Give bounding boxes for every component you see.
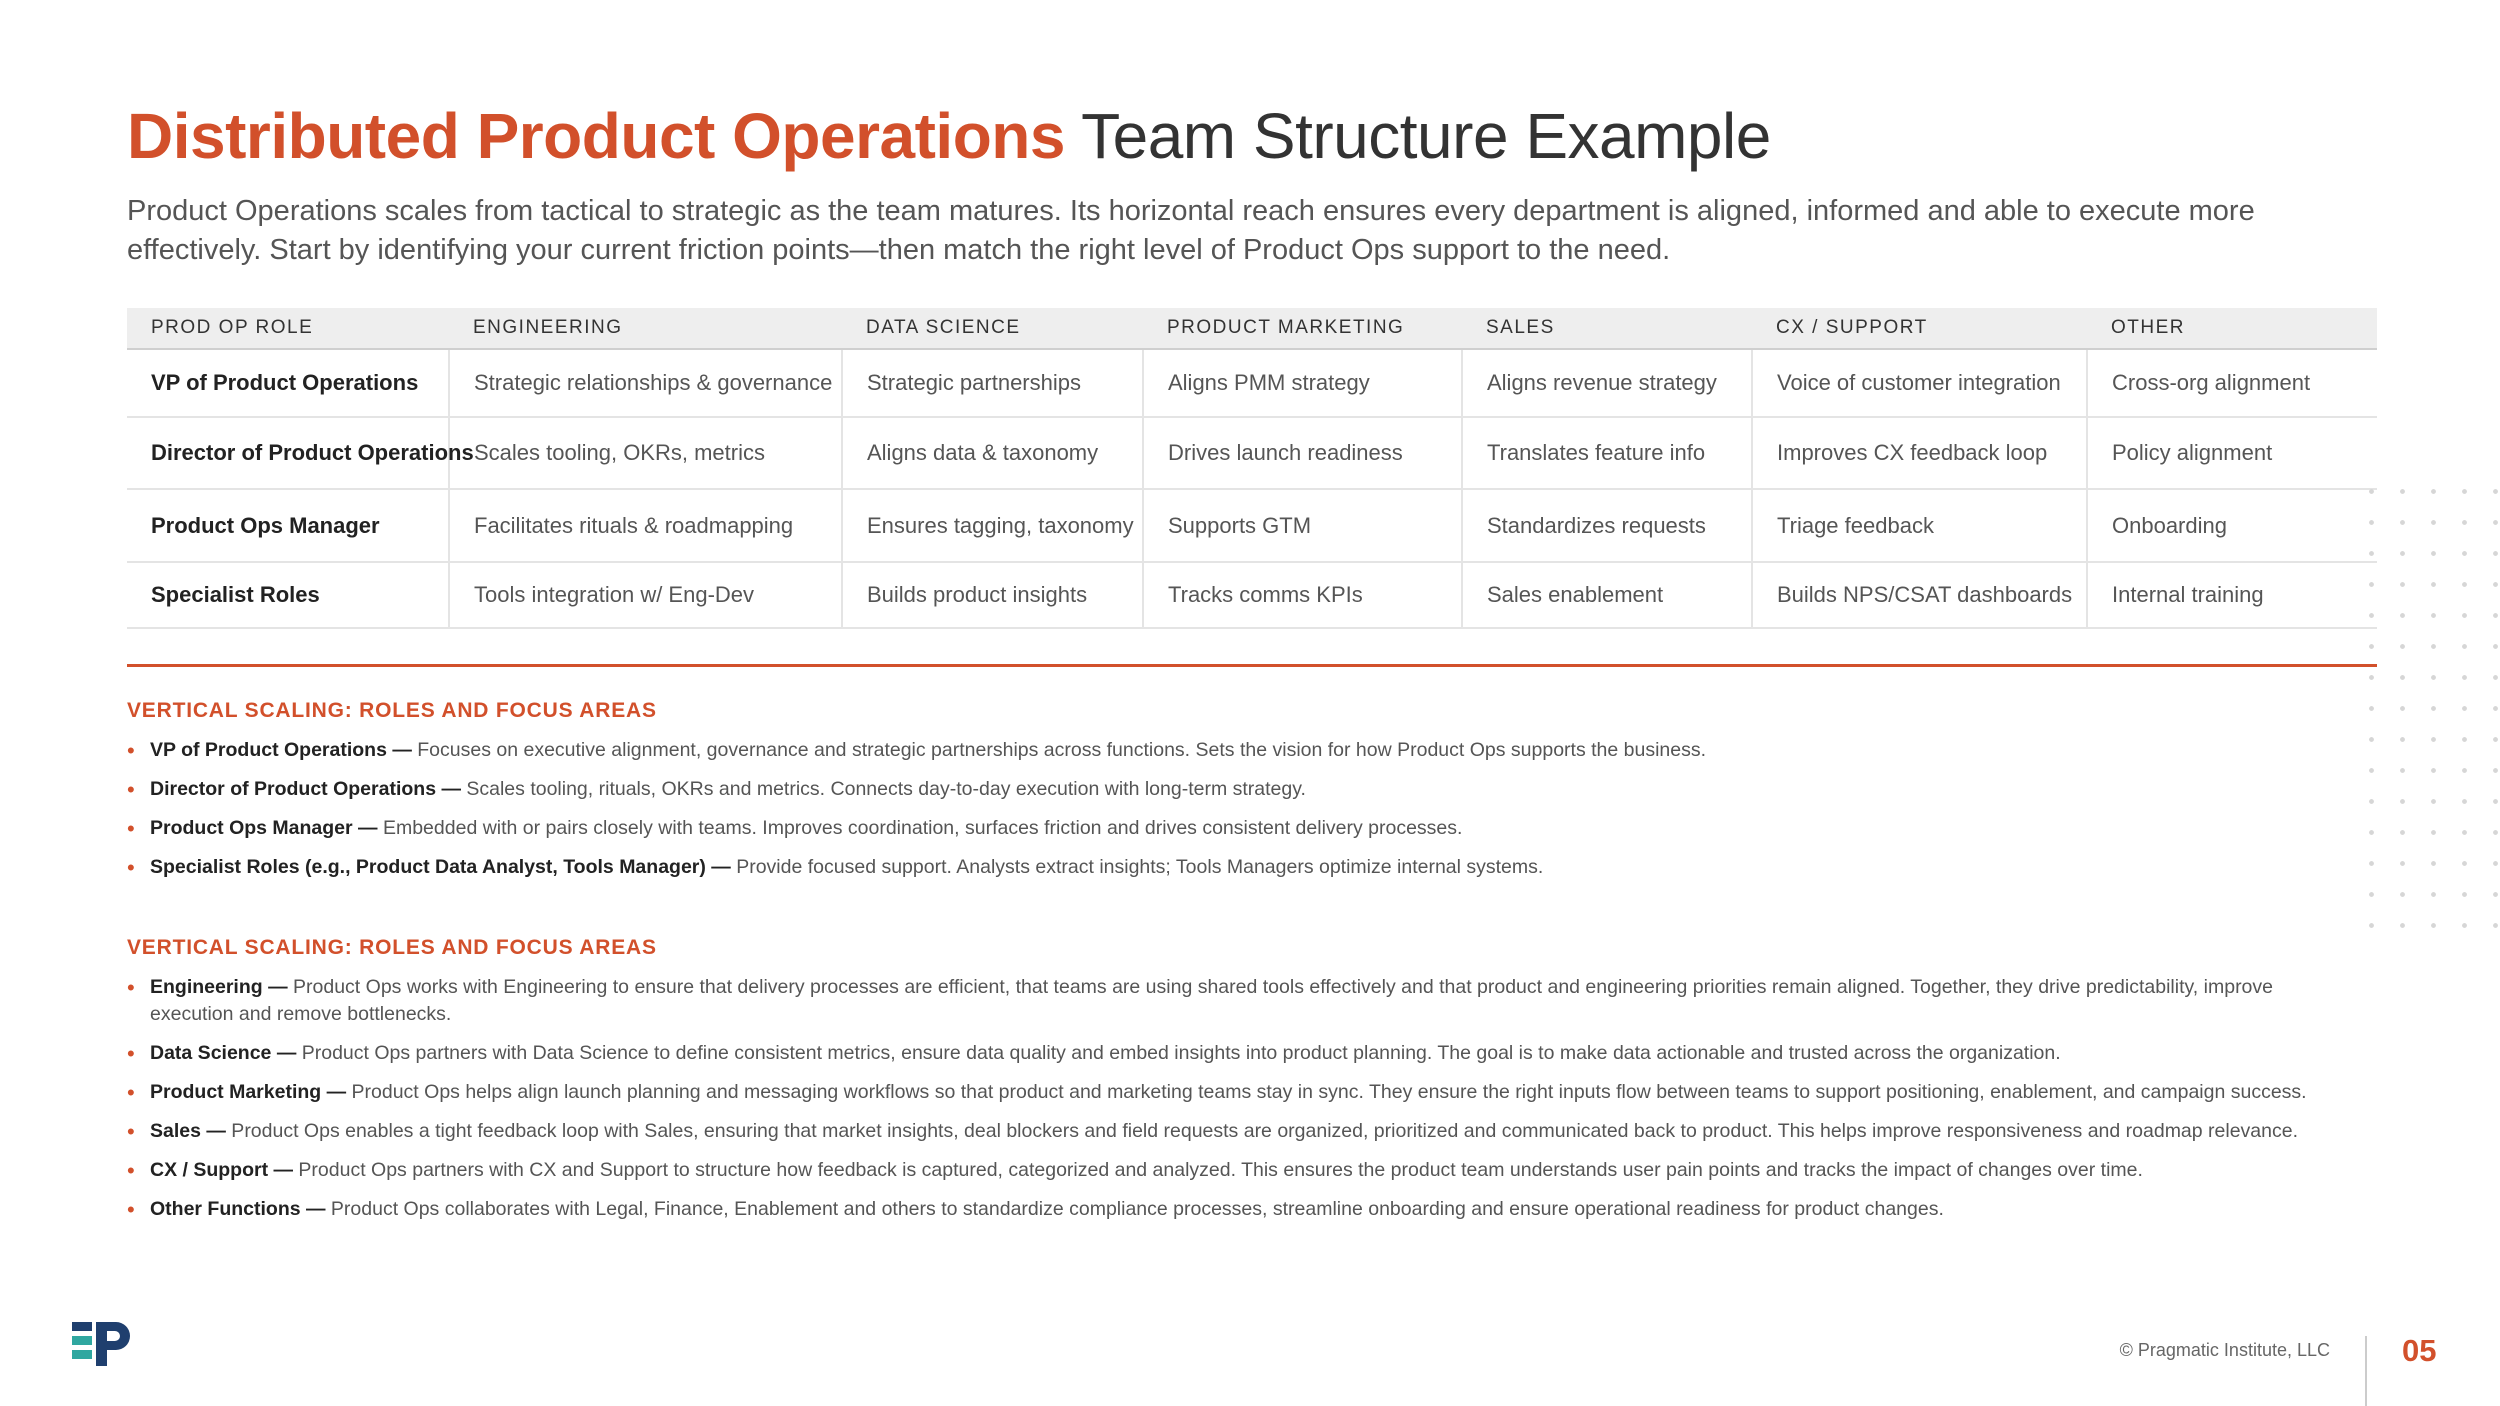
column-header: ENGINEERING — [449, 308, 842, 349]
vertical-scaling-heading: VERTICAL SCALING: ROLES AND FOCUS AREAS — [127, 699, 657, 722]
list-item-term: Engineering — — [150, 976, 288, 998]
list-item-text: Product Ops enables a tight feedback loop with Sales, ensuring that market insights, deal blockers and field requests are organized, prioritized and communicated back to product. This helps improve responsiveness and roadmap relevance. — [225, 1120, 2299, 1142]
table-cell: Tools integration w/ Eng-Dev — [449, 562, 842, 628]
list-item-term: Data Science — — [150, 1042, 297, 1064]
list-item — [127, 854, 2357, 881]
table-cell: Onboarding — [2087, 489, 2377, 562]
list-item — [127, 974, 2357, 1028]
page-title-rest: Team Structure Example — [1081, 100, 1771, 172]
list-item-term: VP of Product Operations — — [150, 739, 412, 761]
roles-table-header — [127, 308, 2377, 349]
column-header: PROD OP ROLE — [127, 308, 449, 349]
table-row — [127, 417, 2377, 489]
list-item — [127, 1196, 2357, 1223]
table-cell: Strategic partnerships — [842, 349, 1143, 417]
function-support-list — [127, 974, 2357, 1235]
table-cell: Supports GTM — [1143, 489, 1462, 562]
page-subtitle: Product Operations scales from tactical to strategic as the team matures. Its horizontal reach ensures every department is aligned, informed and able to execute more effectively. Start by identifying your current friction points—then match the right level of Product Ops support to the need. — [127, 195, 2255, 266]
table-cell: Sales enablement — [1462, 562, 1752, 628]
role-name-cell: Product Ops Manager — [127, 489, 449, 562]
list-item — [127, 776, 2357, 803]
table-cell: Ensures tagging, taxonomy — [842, 489, 1143, 562]
copyright-text: © Pragmatic Institute, LLC — [2119, 1340, 2330, 1360]
role-name-cell: VP of Product Operations — [127, 349, 449, 417]
list-item-text: Product Ops collaborates with Legal, Finance, Enablement and others to standardize compliance processes, streamline onboarding and ensure operational readiness for product changes. — [325, 1198, 1944, 1220]
list-item-text: Product Ops partners with Data Science to define consistent metrics, ensure data quality and embed insights into product planning. The goal is to make data actionable and trusted across the organization. — [296, 1042, 2061, 1064]
page-title-accent: Distributed Product Operations — [127, 100, 1065, 172]
section-divider — [127, 664, 2377, 667]
function-support-heading: VERTICAL SCALING: ROLES AND FOCUS AREAS — [127, 936, 657, 959]
roles-table-body — [127, 349, 2377, 628]
table-cell: Drives launch readiness — [1143, 417, 1462, 489]
list-item — [127, 1040, 2357, 1067]
vertical-scaling-list — [127, 737, 2357, 893]
page-title — [127, 96, 1771, 176]
column-header: SALES — [1462, 308, 1752, 349]
table-cell: Aligns data & taxonomy — [842, 417, 1143, 489]
table-row — [127, 562, 2377, 628]
table-cell: Cross-org alignment — [2087, 349, 2377, 417]
table-row — [127, 349, 2377, 417]
table-row — [127, 489, 2377, 562]
table-cell: Triage feedback — [1752, 489, 2087, 562]
list-item-term: Sales — — [150, 1120, 226, 1142]
role-name-cell: Director of Product Operations — [127, 417, 449, 489]
table-cell: Aligns revenue strategy — [1462, 349, 1752, 417]
list-item-text: Product Ops works with Engineering to ensure that delivery processes are efficient, that teams are using shared tools effectively and that product and engineering priorities remain aligned. Together, they drive predictability, improve execution and remove bottlenecks. — [150, 976, 2274, 1025]
list-item — [127, 737, 2357, 764]
list-item-term: Product Marketing — — [150, 1081, 347, 1103]
list-item — [127, 815, 2357, 842]
list-item-text: Focuses on executive alignment, governance and strategic partnerships across functions. Sets the vision for how Product Ops supports the business. — [411, 739, 1707, 761]
table-cell: Builds NPS/CSAT dashboards — [1752, 562, 2087, 628]
column-header: OTHER — [2087, 308, 2377, 349]
column-header: DATA SCIENCE — [842, 308, 1143, 349]
pragmatic-logo-icon — [72, 1322, 130, 1366]
list-item-term: Specialist Roles (e.g., Product Data Analyst, Tools Manager) — — [150, 856, 731, 878]
table-cell: Internal training — [2087, 562, 2377, 628]
table-cell: Builds product insights — [842, 562, 1143, 628]
table-cell: Standardizes requests — [1462, 489, 1752, 562]
table-cell: Voice of customer integration — [1752, 349, 2087, 417]
decorative-dot-grid — [2350, 470, 2500, 940]
page-number: 05 — [2402, 1333, 2437, 1368]
list-item-term: Director of Product Operations — — [150, 778, 461, 800]
list-item — [127, 1118, 2357, 1145]
list-item-term: Other Functions — — [150, 1198, 326, 1220]
list-item-text: Product Ops partners with CX and Support to structure how feedback is captured, categorized and analyzed. This ensures the product team understands user pain points and tracks the impact of changes over time. — [293, 1159, 2143, 1181]
list-item-text: Provide focused support. Analysts extract insights; Tools Managers optimize internal systems. — [730, 856, 1544, 878]
list-item-text: Scales tooling, rituals, OKRs and metrics. Connects day-to-day execution with long-term strategy. — [460, 778, 1306, 800]
header-row — [127, 308, 2377, 349]
table-cell: Policy alignment — [2087, 417, 2377, 489]
table-cell: Scales tooling, OKRs, metrics — [449, 417, 842, 489]
list-item-text: Embedded with or pairs closely with teams. Improves coordination, surfaces friction and drives consistent delivery processes. — [377, 817, 1463, 839]
roles-table — [127, 308, 2377, 629]
list-item-term: CX / Support — — [150, 1159, 293, 1181]
table-cell: Strategic relationships & governance — [449, 349, 842, 417]
table-cell: Aligns PMM strategy — [1143, 349, 1462, 417]
list-item — [127, 1079, 2357, 1106]
table-cell: Facilitates rituals & roadmapping — [449, 489, 842, 562]
column-header: PRODUCT MARKETING — [1143, 308, 1462, 349]
list-item — [127, 1157, 2357, 1184]
list-item-term: Product Ops Manager — — [150, 817, 378, 839]
table-cell: Improves CX feedback loop — [1752, 417, 2087, 489]
role-name-cell: Specialist Roles — [127, 562, 449, 628]
column-header: CX / SUPPORT — [1752, 308, 2087, 349]
table-cell: Translates feature info — [1462, 417, 1752, 489]
list-item-text: Product Ops helps align launch planning and messaging workflows so that product and marketing teams stay in sync. They ensure the right inputs flow between teams to support positioning, enablement, and campaign success. — [346, 1081, 2307, 1103]
table-cell: Tracks comms KPIs — [1143, 562, 1462, 628]
footer-divider — [2365, 1336, 2367, 1406]
